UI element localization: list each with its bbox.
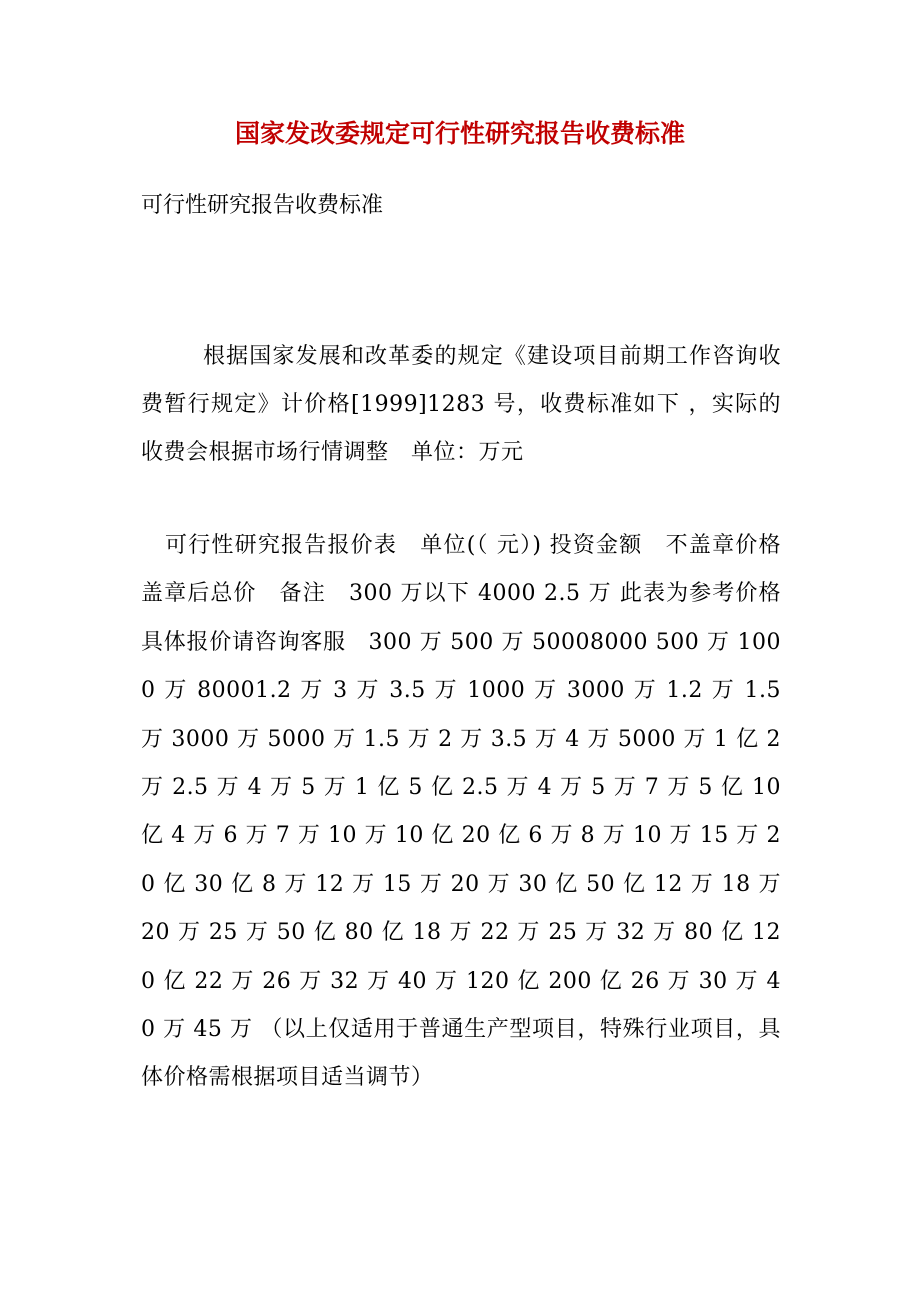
document-subtitle: 可行性研究报告收费标准 [141,193,384,218]
price-table-paragraph: 可行性研究报告报价表 单位(（ 元）) 投资金额 不盖章价格 盖章后总价 备注 300 万以下 4000 2.5 万 此表为参考价格 具体报价请咨询客服 300 万 500 万 50008000 500 万 1000 万 80001.2 万 3 万 3.5 万 1000 万 3000 万 1.2 万 1.5 万 3000 万 5000 万 1.5 万 2 万 3.5 万 4 万 5000 万 1 亿 2 万 2.5 万 4 万 5 万 1 亿 5 亿 2.5 万 4 万 5 万 7 万 5 亿 10 亿 4 万 6 万 7 万 10 万 10 亿 20 亿 6 万 8 万 10 万 15 万 20 亿 30 亿 8 万 12 万 15 万 20 万 30 亿 50 亿 12 万 18 万 20 万 25 万 50 亿 80 亿 18 万 22 万 25 万 32 万 80 亿 120 亿 22 万 26 万 32 万 40 万 120 亿 200 亿 26 万 30 万 40 万 45 万 （以上仅适用于普通生产型项目，特殊行业项目，具体价格需根据项目适当调节） [141,533,804,1091]
document-title: 国家发改委规定可行性研究报告收费标准 [234,119,685,148]
intro-paragraph: 根据国家发展和改革委的规定《建设项目前期工作咨询收费暂行规定》计价格[1999]1283 号，收费标准如下 ，实际的收费会根据市场行情调整 单位：万元 [141,344,781,465]
